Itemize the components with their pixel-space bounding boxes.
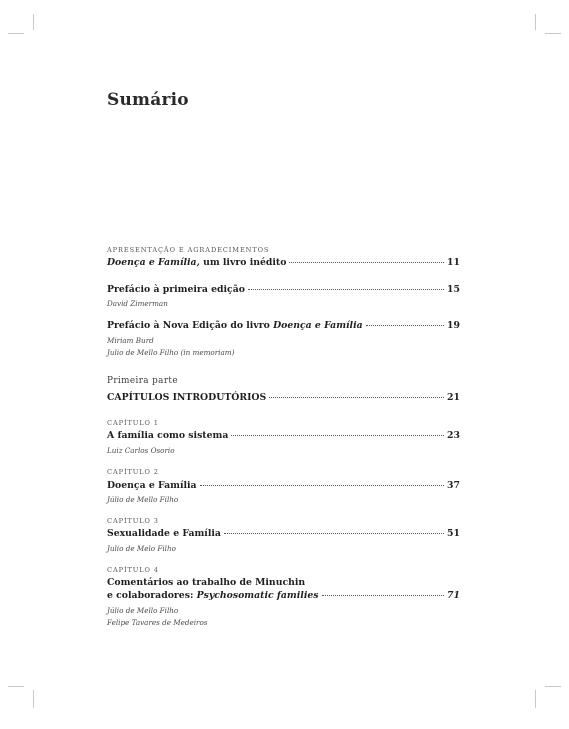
author: Luiz Carlos Osorio: [107, 446, 175, 455]
chapter-label: CAPÍTULO 3: [107, 517, 159, 525]
intro-label: APRESENTAÇÃO E AGRADECIMENTOS: [107, 246, 270, 254]
dot-leader: [269, 397, 444, 398]
crop-mark-bottom-right-h: [545, 686, 561, 687]
page-number: 15: [447, 284, 460, 295]
crop-mark-top-left-h: [8, 33, 24, 34]
dot-leader: [322, 595, 445, 596]
page-number: 21: [447, 392, 460, 403]
crop-mark-top-right-h: [545, 33, 561, 34]
crop-mark-bottom-right-v: [535, 690, 536, 708]
crop-mark-bottom-left-v: [33, 690, 34, 708]
toc-entry-chapter-4-line-1[interactable]: Comentários ao trabalho de Minuchin: [107, 577, 306, 588]
toc-entry-title: Doença e Família: [107, 480, 197, 491]
chapter-label: CAPÍTULO 2: [107, 468, 159, 476]
author: Júlio de Mello Filho: [107, 606, 179, 615]
toc-entry-title: Sexualidade e Família: [107, 528, 221, 539]
author: Miriam Burd: [107, 336, 154, 345]
page-number: 51: [447, 528, 460, 539]
toc-entry-chapter-1[interactable]: [107, 430, 460, 442]
crop-mark-top-left-v: [33, 14, 34, 30]
toc-entry-title: e colaboradores: Psychosomatic families: [107, 590, 319, 601]
toc-entry-part-1[interactable]: [107, 392, 460, 404]
dot-leader: [248, 289, 444, 290]
toc-entry-title: Prefácio à Nova Edição do livro Doença e Família: [107, 320, 363, 331]
page-number: 37: [447, 480, 460, 491]
author: Julio de Melo Filho: [107, 544, 176, 553]
dot-leader: [200, 485, 444, 486]
toc-entry-preface-2[interactable]: [107, 320, 460, 332]
dot-leader: [224, 533, 444, 534]
crop-mark-top-right-v: [535, 14, 536, 30]
page-number: 23: [447, 430, 460, 441]
author: Felipe Tavares de Medeiros: [107, 618, 208, 627]
dot-leader: [231, 435, 444, 436]
page-number: 19: [447, 320, 460, 331]
toc-entry-title: Doença e Família, um livro inédito: [107, 257, 287, 268]
toc-entry-chapter-2[interactable]: [107, 480, 460, 492]
author: David Zimerman: [107, 299, 168, 308]
toc-entry-chapter-4[interactable]: [107, 590, 460, 602]
toc-entry-intro[interactable]: [107, 257, 460, 269]
author: Júlio de Mello Filho: [107, 495, 179, 504]
dot-leader: [289, 262, 444, 263]
page-title: Sumário: [107, 90, 189, 110]
crop-mark-bottom-left-h: [8, 686, 24, 687]
toc-entry-title: Prefácio à primeira edição: [107, 284, 245, 295]
toc-entry-preface-1[interactable]: [107, 284, 460, 296]
toc-entry-chapter-3[interactable]: [107, 528, 460, 540]
dot-leader: [366, 325, 444, 326]
page-number: 71: [447, 590, 460, 601]
page-number: 11: [447, 257, 460, 268]
toc-entry-title: CAPÍTULOS INTRODUTÓRIOS: [107, 392, 267, 403]
author: Julio de Mello Filho (in memoriam): [107, 348, 235, 357]
chapter-label: CAPÍTULO 1: [107, 419, 159, 427]
toc-entry-title: A família como sistema: [107, 430, 229, 441]
part-label: Primeira parte: [107, 376, 178, 386]
chapter-label: CAPÍTULO 4: [107, 566, 159, 574]
